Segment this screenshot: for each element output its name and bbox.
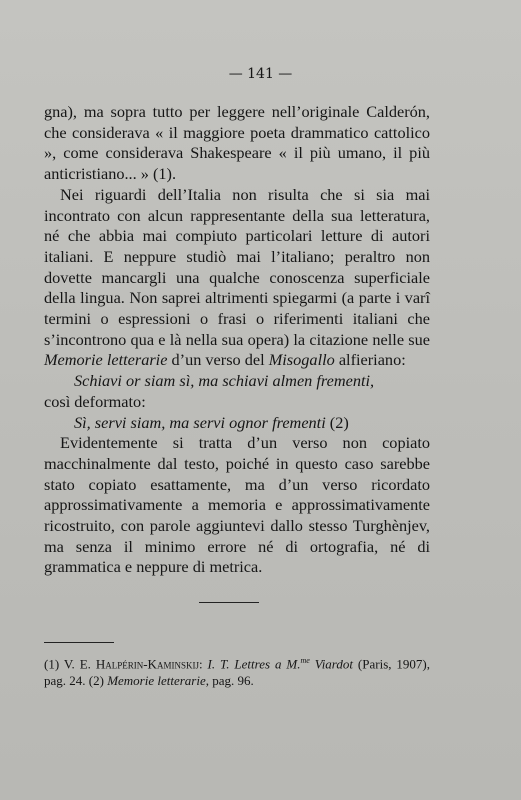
footnote-publication-1: (Paris, 1907), pag. 24. (2) (44, 656, 430, 689)
verse-deformed (44, 413, 430, 434)
section-divider (199, 602, 259, 603)
paragraph-2-end: alfieriano: (334, 350, 406, 370)
footnote-ref-2: (2) (325, 412, 349, 432)
work-title-memorie: Memorie letterarie (44, 350, 168, 370)
paragraph-1: gna), ma sopra tutto per leggere nell’originale Calderón, che considerava « il maggiore poeta drammatico cattolico », come considerava Shakespeare « il più umano, il più anticristiano... » (1). (44, 102, 430, 184)
paragraph-3: Evidentemente si tratta d’un verso non copiato macchinalmente dal testo, poiché in questo caso sarebbe stato copiato esattamente, ma d’un verso ricordato approssimativamente a memoria e approssimativamente ricostruito, con parole aggiuntevi dallo stesso Turghènjev, ma senza il minimo errore né di ortografia, né di grammatica e neppure di metrica. (44, 433, 430, 577)
footnote-title-2: Memorie letterarie (107, 673, 206, 689)
paragraph-2 (44, 185, 430, 371)
footnotes (44, 652, 430, 689)
body-text (44, 102, 430, 578)
paragraph-2-text: Nei riguardi dell’Italia non risulta che si sia mai incontrato con alcun rappresentante della sua letteratura, né che abbia mai compiuto particolari letture di autori italiani. E neppure studiò mai l’italiano; peraltro non dovette mancargli una qualche conoscenza superficiale della lingua. Non saprei altrimenti spiegarmi (a parte i varî termini o espressioni o frasi o riferimenti italiani che s’incontrono qua e là nella sua opera) la citazione nelle sue (44, 184, 430, 349)
paragraph-2-mid: d’un verso del (167, 350, 269, 370)
footnote-title-1-end: Viardot (309, 656, 353, 672)
footnote-prefix: (1) V. E. (44, 656, 96, 672)
page-number: — 141 — (228, 66, 293, 82)
verse-transition: così deformato: (44, 391, 146, 411)
footnote-rule (44, 642, 114, 643)
footnote-author: Halpérin-Kaminskij (95, 656, 199, 672)
verse-original: Schiavi or siam sì, ma schiavi almen frementi, (74, 371, 375, 391)
verse-deformed-text: Sì, servi siam, ma servi ognor frementi (74, 412, 326, 432)
work-title-misogallo: Misogallo (268, 350, 335, 370)
footnote-publication-2: , pag. 96. (205, 673, 254, 689)
footnote-superscript: me (300, 656, 310, 665)
footnote-colon: : (198, 656, 208, 672)
footnote-title-1: I. T. Lettres a M. (207, 656, 301, 672)
